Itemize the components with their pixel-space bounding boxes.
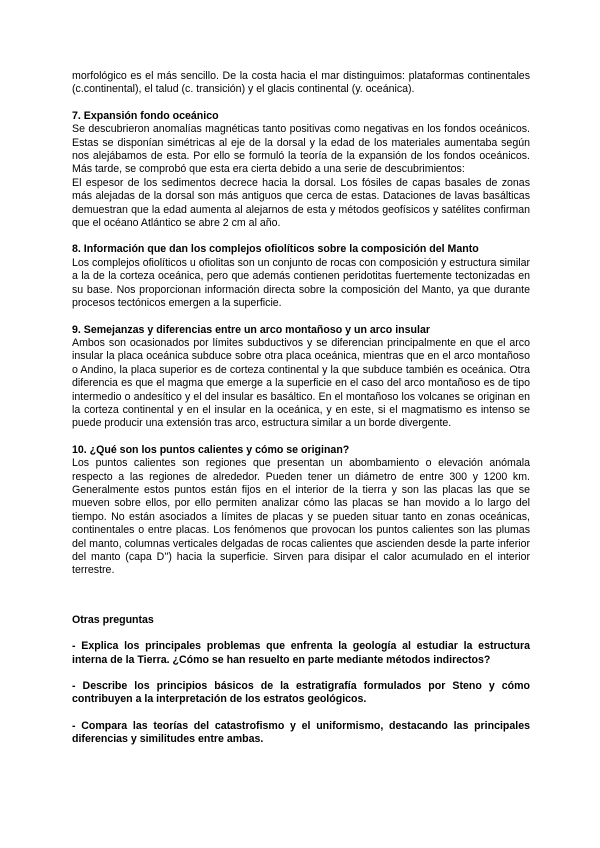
question-item: - Describe los principios básicos de la estratigrafía formulados por Steno y cómo contribuyen a la interpretación de los estratos geológicos. <box>72 680 530 706</box>
section-paragraph: Los puntos calientes son regiones que presentan un abombamiento o elevación anómala respecto a las regiones de alrededor. Pueden tener un diámetro de entre 300 y 1200 km. Generalmente estos puntos están fijos en el interior de la tierra y son las placas las que se mueven sobre ellos, por ello permiten analizar cómo las placas se han movido a lo largo del tiempo. No están asociados a límites de placas y se pueden situar tanto en zonas oceánicas, continentales o entre placas. Los fenómenos que provocan los puntos calientes son las plumas del manto, columnas verticales delgadas de rocas calientes que ascienden desde la parte inferior del manto (capa D'') hacia la superficie. Sirven para disipar el calor acumulado en el interior terrestre. <box>72 457 530 577</box>
section-title: 9. Semejanzas y diferencias entre un arco montañoso y un arco insular <box>72 323 430 336</box>
section-9 <box>72 324 530 431</box>
section-paragraph: Ambos son ocasionados por límites subductivos y se diferencian principalmente en que el arco insular la placa oceánica subduce sobre otra placa oceánica, mientras que en el arco montañoso o Andino, la placa superior es de corteza continental y la que subduce también es oceánica. Otra diferencia es que el magma que emerge a la superficie en el caso del arco montañoso es de tipo intermedio o andesítico y el del insular es basáltico. En el montañoso los volcanes se originan en la corteza continental y en el insular en la oceánica, y en este, si el magmatismo es intenso se puede producir una extensión tras arco, estructura similar a un borde divergente. <box>72 336 530 430</box>
intro-paragraph: morfológico es el más sencillo. De la costa hacia el mar distinguimos: plataformas continentales (c.continental), el talud (c. transición) y el glacis continental (y. oceánica). <box>72 70 530 96</box>
other-questions-title: Otras preguntas <box>72 613 154 626</box>
section-paragraph: Los complejos ofiolíticos u ofiolitas son un conjunto de rocas con composición y estructura similar a la de la corteza oceánica, pero que además contienen peridotitas fuertemente tectonizadas en su base. Nos proporcionan información directa sobre la composición del Manto, ya que durante procesos tectónicos emergen a la superficie. <box>72 256 530 310</box>
section-title: 7. Expansión fondo oceánico <box>72 109 219 122</box>
section-7 <box>72 110 530 231</box>
section-8 <box>72 243 530 310</box>
section-paragraph: El espesor de los sedimentos decrece hacia la dorsal. Los fósiles de capas basales de zonas más alejadas de la dorsal son más antiguos que cerca de estas. Dataciones de lavas basálticas demuestran que la edad aumenta al alejarnos de esta y métodos geofísicos y satélites confirman que el océano Atlántico se abre 2 cm al año. <box>72 176 530 230</box>
document-page <box>72 70 530 747</box>
question-item: - Explica los principales problemas que enfrenta la geología al estudiar la estructura interna de la Tierra. ¿Cómo se han resuelto en parte mediante métodos indirectos? <box>72 640 530 666</box>
question-item: - Compara las teorías del catastrofismo y el uniformismo, destacando las principales diferencias y similitudes entre ambas. <box>72 719 530 746</box>
section-paragraph: Se descubrieron anomalías magnéticas tanto positivas como negativas en los fondos oceánicos. Estas se disponían simétricas al eje de la dorsal y la edad de los materiales aumentaba según nos alejábamos de esta. Por ello se formuló la teoría de la expansión de los fondos oceánicos. Más tarde, se comprobó que esta era cierta debido a una serie de descubrimientos: <box>72 123 530 176</box>
other-questions <box>72 614 530 747</box>
section-title: 10. ¿Qué son los puntos calientes y cómo se originan? <box>72 443 350 456</box>
section-10 <box>72 444 530 578</box>
section-title: 8. Información que dan los complejos ofiolíticos sobre la composición del Manto <box>72 243 479 256</box>
